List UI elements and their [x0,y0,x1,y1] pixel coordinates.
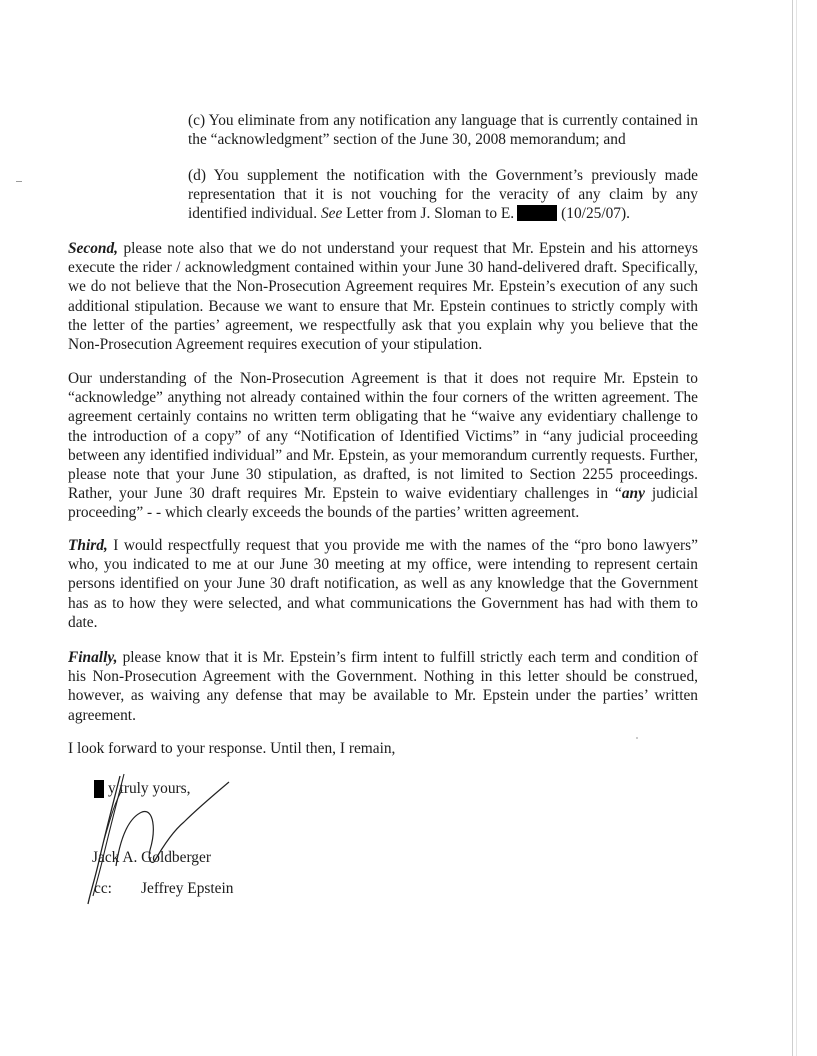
emphasis-any: any [621,485,645,503]
signature-block [84,770,404,910]
cc-label: cc: [94,880,112,897]
second-paragraph [68,239,698,354]
finally-text: please know that it is Mr. Epstein’s firm intent to fulfill strictly each term and condition of his Non-Prosecution Agreement with the Government. Nothing in this letter should be construed, however, as waiving any defense that may be available to Mr. Epstein under the parties’ written agreement. [68,649,698,724]
second-lead: Second, [68,240,119,257]
closing-line-text: I look forward to your response. Until then, I remain, [68,740,396,757]
handwritten-signature [84,770,404,910]
item-c-text: (c) You eliminate from any notification any language that is currently contained in the “acknowledgment” section of the June 30, 2008 memorandum; and [188,112,698,149]
item-d-paragraph [188,166,698,224]
valediction: y truly yours, [108,780,191,797]
item-d-date: (10/25/07). [561,205,630,223]
item-c-paragraph [188,111,698,149]
understanding-paragraph [68,369,698,523]
redaction-box [517,205,557,221]
third-paragraph [68,536,698,632]
understanding-text-end: judicial proceeding” - - which clearly exceeds the bounds of the parties’ written agreement. [68,485,698,522]
closing-line [68,739,698,758]
third-lead: Third, [68,537,108,554]
third-text: I would respectfully request that you provide me with the names of the “pro bono lawyers” who, you indicated to me at our June 30 meeting at my office, were intending to represent certain persons identified on your June 30 draft notification, as well as any knowledge that the Government has as to how they were selected, and what communications the Government has had with them to date. [68,537,698,631]
finally-paragraph [68,648,698,725]
cc-recipient: Jeffrey Epstein [141,880,234,897]
understanding-text: Our understanding of the Non-Prosecution Agreement is that it does not require Mr. Epstein to “acknowledge” anything not already contained within the four corners of the written agreement. The agreement certainly contains no written term obligating that he “waive any evidentiary challenge to the introduction of a copy” of any “Notification of Identified Victims” in “any judicial proceeding between any identified individual” and Mr. Epstein, as your memorandum currently requests. Further, please note that your June 30 stipulation, as drafted, is not limited to Section 2255 proceedings. Rather, your June 30 draft requires Mr. Epstein to waive evidentiary challenges in “ [68,370,698,503]
item-d-citation: Letter from J. Sloman to E. [346,205,515,223]
item-d-text: (d) You supplement the notification with the Government’s previously made representation that it is not vouching for the veracity of any claim by any identified individual. [188,167,698,223]
signer-name: Jack A. Goldberger [92,849,211,866]
second-text: please note also that we do not understand your request that Mr. Epstein and his attorneys execute the rider / acknowledgment contained within your June 30 hand-delivered draft. Specifically, we do not believe that the Non-Prosecution Agreement requires Mr. Epstein’s execution of any such additional stipulation. Because we want to ensure that Mr. Epstein continues to strictly comply with the letter of the parties’ agreement, we respectfully ask that you explain why you believe that the Non-Prosecution Agreement requires execution of your stipulation. [68,240,698,354]
see-citation: See [320,205,343,223]
finally-lead: Finally, [68,649,118,666]
